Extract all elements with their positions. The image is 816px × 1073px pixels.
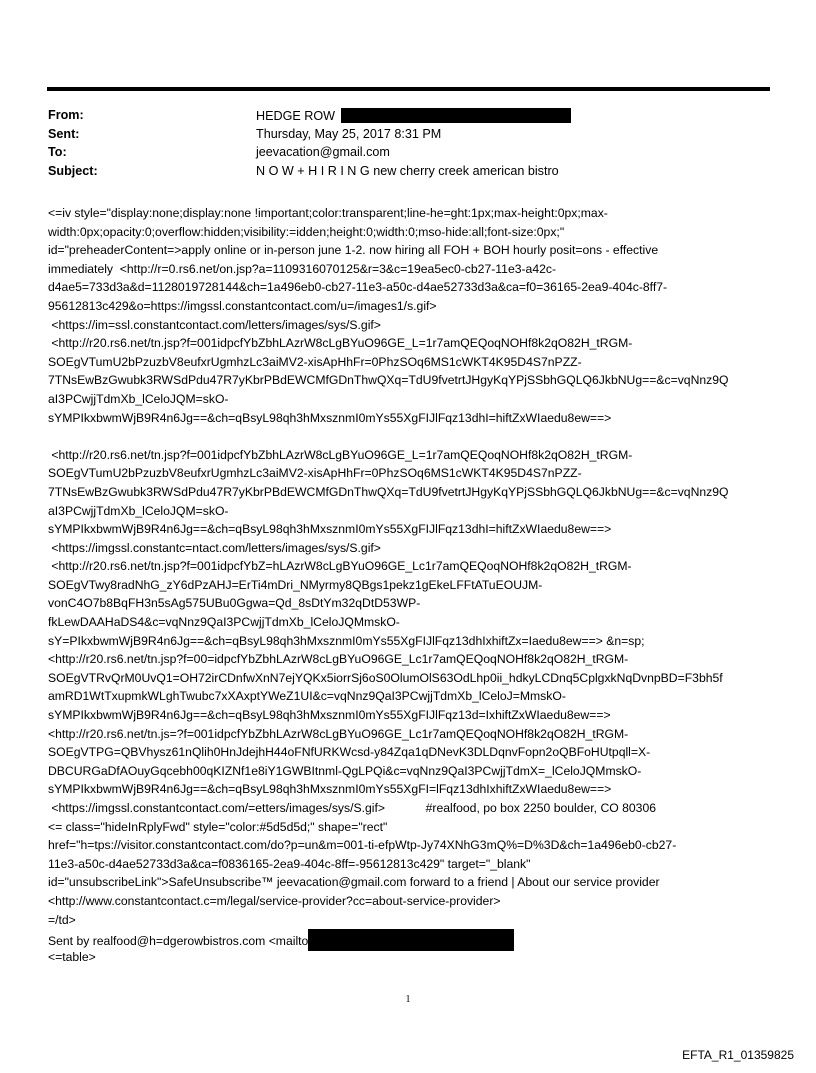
body-line-text: immediately <http://r=0.rs6.net/on.jsp?a=1109316070125&r=3&c=19ea5ec0-cb27-11e3-a42c- (48, 261, 557, 276)
subject-label: Subject: (48, 163, 98, 178)
body-line-text: id="unsubscribeLink">SafeUnsubscribe™ jeevacation@gmail.com forward to a friend | About our service provider (48, 875, 660, 890)
header-rule (47, 87, 770, 91)
body-line-text: <http://r20.rs6.net/tn.jsp?f=001idpcfYbZ=hLAzrW8cLgBYuO96GE_Lc1r7amQEQoqNOHf8k2qO82H_tRGM- (48, 559, 632, 574)
email-body (48, 204, 770, 966)
body-line (48, 836, 770, 855)
body-line-text: SOEgVTumU2bPzuzbV8eufxrUgmhzLc3aiMV2-xisApHhFr=0PhzSOq6MS1cWKT4K95D4S7nPZZ- (48, 354, 582, 369)
body-line (48, 762, 770, 781)
body-line (48, 334, 770, 353)
body-line-text: sYMPIkxbwmWjB9R4n6Jg==&ch=qBsyL98qh3hMxsznmI0mYs55XgFIJlFqz13dhI=hiftZxWIaedu8ew==> (48, 410, 612, 425)
body-line (48, 669, 770, 688)
body-line-text: 95612813c429&o=https://imgssl.constantcontact.com/u=/images1/s.gif> (48, 298, 437, 313)
body-line (48, 650, 770, 669)
body-line-text: sYMPIkxbwmWjB9R4n6Jg==&ch=qBsyL98qh3hMxsznmI0mYs55XgFI=lFqz13dhIxhiftZxWIaedu8ew==> (48, 782, 612, 797)
body-line-text: SOEgVTRvQrM0UvQ1=OH72irCDnfwXnN7ejYQKx5iorrSj6oS0OlumOlS63OdLhp0ii_hdkyLCDnq5CplgxkNqDvnpBD=F3bh5f (48, 670, 723, 685)
body-line (48, 632, 770, 651)
body-line-text: <https://im=ssl.constantcontact.com/letters/images/sys/S.gif> (48, 317, 381, 332)
body-line-text: 7TNsEwBzGwubk3RWSdPdu47R7yKbrPBdEWCMfGDnThwQXq=TdU9fvetrtJHgyKqYPjSSbhGQLQ6JkbNUg==&c=vqNnz9Q (48, 484, 729, 499)
body-line-text: SOEgVTPG=QBVhysz61nQlih0HnJdejhH44oFNfURKWcsd-y84Zqa1qDNevK3DLDqnvFopn2oQBFoHUtpqll=X- (48, 745, 651, 760)
sent-value: Thursday, May 25, 2017 8:31 PM (256, 126, 442, 141)
body-line-text: aI3PCwjjTdmXb_lCeloJQM=skO- (48, 503, 229, 518)
from-row (48, 108, 571, 127)
body-line-text: sYMPIkxbwmWjB9R4n6Jg==&ch=qBsyL98qh3hMxsznmI0mYs55XgFIJlFqz13dhI=hiftZxWIaedu8ew==> (48, 522, 612, 537)
body-line-text: id="preheaderContent=>apply online or in-person june 1-2. now hiring all FOH + BOH hourly posit=ons - effective (48, 243, 659, 258)
body-line-text: <=iv style="display:none;display:none !important;color:transparent;line-he=ght:1px;max-height:0px;max- (48, 206, 608, 220)
body-line (48, 818, 770, 837)
body-line-text: <http://r20.rs6.net/tn.jsp?f=00=idpcfYbZbhLAzrW8cLgBYuO96GE_Lc1r7amQEQoqNOHf8k2qO82H_tRGM- (48, 652, 629, 667)
body-line-text: width:0px;opacity:0;overflow:hidden;visibility:=idden;height:0;width:0;mso-hide:all;font-size:0px;" (48, 224, 565, 239)
body-line (48, 687, 770, 706)
body-line (48, 539, 770, 558)
body-line (48, 892, 770, 911)
body-line (48, 799, 770, 818)
to-row (48, 145, 571, 164)
body-line (48, 446, 770, 465)
body-line-text: <https://imgssl.constantc=ntact.com/letters/images/sys/S.gif> (48, 540, 381, 555)
subject-row (48, 164, 571, 183)
body-line (48, 743, 770, 762)
body-line-text: <http://r20.rs6.net/tn.js=?f=001idpcfYbZbhLAzrW8cLgBYuO96GE_Lc1r7amQEQoqNOHf8k2qO82H_tRGM- (48, 726, 629, 741)
redaction-block (308, 929, 514, 951)
body-line (48, 409, 770, 428)
body-line (48, 483, 770, 502)
body-line-text: sY=PIkxbwmWjB9R4n6Jg==&ch=qBsyL98qh3hMxsznmI0mYs55XgFIJlFqz13dhIxhiftZx=Iaedu8ew==> &n=sp; (48, 633, 645, 648)
body-line (48, 576, 770, 595)
body-line (48, 390, 770, 409)
body-line (48, 260, 770, 279)
body-line-text: SOEgVTwy8radNhG_zY6dPzAHJ=ErTi4mDri_NMyrmy8QBgs1pekz1gEkeLFFtATuEOUJM- (48, 577, 543, 592)
body-line-text: <https://imgssl.constantcontact.com/=etters/images/sys/S.gif> #realfood, po box 2250 boulder, CO 80306 (48, 801, 657, 815)
body-line-text: href="h=tps://visitor.constantcontact.com/do?p=un&m=001-ti-efpWtp-Jy74XNhG3mQ%=D%3D&ch=1a496eb0-cb27- (48, 838, 677, 853)
body-line (48, 520, 770, 539)
body-line (48, 725, 770, 744)
from-name: HEDGE ROW (256, 109, 336, 123)
body-line (48, 316, 770, 335)
body-line (48, 353, 770, 372)
body-line-text: 7TNsEwBzGwubk3RWSdPdu47R7yKbrPBdEWCMfGDnThwQXq=TdU9fvetrtJHgyKqYPjSSbhGQLQ6JkbNUg==&c=vqNnz9Q (48, 373, 729, 388)
body-line-text: sYMPIkxbwmWjB9R4n6Jg==&ch=qBsyL98qh3hMxsznmI0mYs55XgFIJlFqz13d=IxhiftZxWIaedu8ew==> (48, 708, 611, 723)
body-line (48, 371, 770, 390)
body-line (48, 502, 770, 521)
body-line (48, 929, 770, 948)
body-line-text: SOEgVTumU2bPzuzbV8eufxrUgmhzLc3aiMV2-xisApHhFr=0PhzSOq6MS1cWKT4K95D4S7nPZZ- (48, 466, 582, 481)
from-value (256, 108, 571, 127)
body-line (48, 297, 770, 316)
body-line (48, 911, 770, 930)
body-line-text: <http://r20.rs6.net/tn.jsp?f=001idpcfYbZbhLAzrW8cLgBYuO96GE_L=1r7amQEQoqNOHf8k2qO82H_tRGM- (48, 447, 633, 462)
body-line (48, 223, 770, 242)
to-label: To: (48, 145, 67, 159)
redaction-block (341, 108, 571, 123)
body-line-text: <=table> (48, 949, 96, 964)
email-header (48, 108, 571, 182)
body-line-text: d4ae5=733d3a&d=1128019728144&ch=1a496eb0-cb27-11e3-a50c-d4ae52733d3a&ca=f0=36165-2ea9-404c-8ff7- (48, 280, 668, 295)
sent-row (48, 127, 571, 146)
page-number: 1 (405, 994, 411, 1005)
body-line (48, 780, 770, 799)
body-line-text: amRD1WtTxupmkWLghTwubc7xXAxptYWeZ1UI&c=vqNnz9QaI3PCwjjTdmXb_lCeloJ=MmskO- (48, 689, 566, 704)
body-line (48, 278, 770, 297)
body-line-text: <http://r20.rs6.net/tn.jsp?f=001idpcfYbZbhLAzrW8cLgBYuO96GE_L=1r7amQEQoqNOHf8k2qO82H_tRGM- (48, 336, 633, 351)
bates-number: EFTA_R1_01359825 (682, 1048, 794, 1062)
body-line (48, 204, 770, 223)
body-line (48, 613, 770, 632)
body-line (48, 557, 770, 576)
sent-label: Sent: (48, 126, 80, 141)
body-line (48, 706, 770, 725)
body-line-text: aI3PCwjjTdmXb_lCeloJQM=skO- (48, 391, 229, 406)
subject-value: N O W + H I R I N G new cherry creek american bistro (256, 163, 559, 178)
body-line-text: fkLewDAAHaDS4&c=vqNnz9QaI3PCwjjTdmXb_lCeloJQMmskO- (48, 615, 400, 630)
body-line (48, 241, 770, 260)
body-line (48, 873, 770, 892)
body-line-text: DBCURGaDfAOuyGqcebh00qKIZNf1e8iY1GWBItnml-QgLPQi&c=vqNnz9QaI3PCwjjTdmX=_lCeloJQMmskO- (48, 763, 642, 778)
to-value: jeevacation@gmail.com (256, 145, 390, 159)
body-line-text: <http://www.constantcontact.c=m/legal/service-provider?cc=about-service-provider> (48, 893, 501, 908)
body-line-text: <= class="hideInRplyFwd" style="color:#5d5d5d;" shape="rect" (48, 819, 388, 834)
body-line (48, 464, 770, 483)
body-line (48, 594, 770, 613)
body-line-text: Sent by realfood@h=dgerowbistros.com <mailto (48, 934, 309, 949)
from-label: From: (48, 108, 84, 122)
body-line-text: =/td> (48, 912, 76, 927)
body-line-text: vonC4O7b8BqFH3n5sAg575UBu0Ggwa=Qd_8sDtYm32qDtD53WP- (48, 596, 421, 611)
body-line-text: 11e3-a50c-d4ae52733d3a&ca=f0836165-2ea9-404c-8ff=-95612813c429" target="_blank" (48, 856, 531, 871)
body-line (48, 427, 770, 446)
body-line (48, 855, 770, 874)
